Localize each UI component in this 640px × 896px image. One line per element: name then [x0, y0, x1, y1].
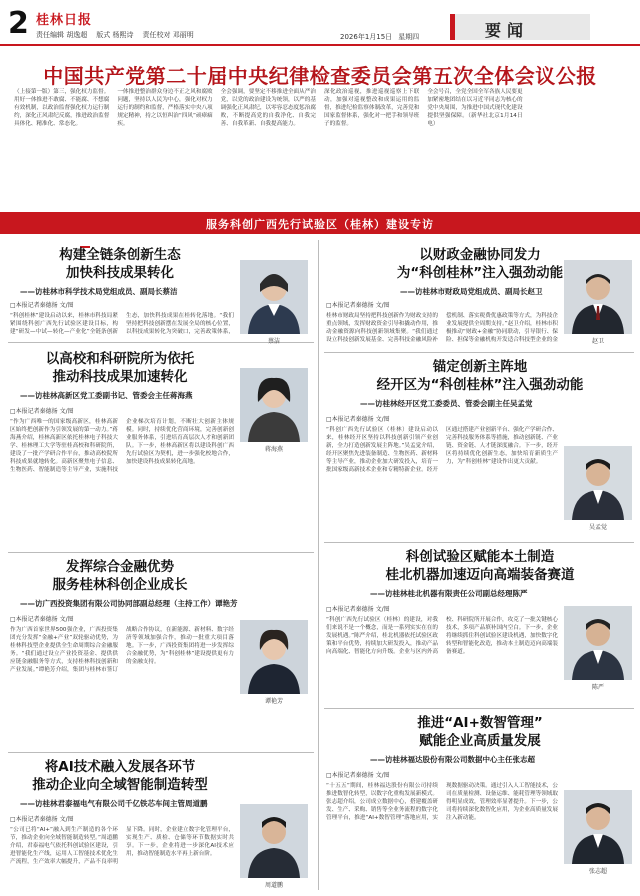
article-title: 科创试验区赋能本土制造 桂北机器加速迈向高端装备赛道 — [385, 549, 575, 583]
article-body: “作为广西唯一的国家级高新区，桂林高新区始终把创新作为引领发展的第一动力。”蒋海燕介绍，桂林高新区依托桂林电子科技大学、桂林理工大学等驻桂高校和科研院所，建设了一批产学研合作平台，推动高校院所科技成果就地转化。高新区聚焦电子信息、生物医药、智能制造等主导产业，实施科技企业梯次培育计划，不断壮大创新主体规模。同时，持续优化营商环境，完善创新创业服务体系，引进培育高层次人才和创新团队。下一步，桂林高新区将以建设科创广西先行试验区为契机，进一步强化校地合作，加快建设科技成果转化高地。 — [10, 419, 234, 473]
article-body: 桂林市财政局坚持把科技创新作为财政支持的重点领域，发挥财政资金引导和撬动作用，推动金融资源向科技创新领域集聚。“我们通过设立科技创新发展基金、完善科技金融风险补偿机制、落实税费优惠政策等方式，为科技企业发展提供全周期支持。”赵卫介绍，桂林市积极推动“财政+金融”协同联动，引导银行、保险、担保等金融机构开发适合科技型企业的金 — [326, 313, 558, 343]
row-divider — [324, 708, 634, 709]
row-divider — [8, 552, 314, 553]
photo-caption: 吴孟觉 — [588, 524, 607, 531]
lead-paragraph: 全会号召，全党全国全军各族人民要更加紧密地团结在以习近平同志为核心的党中央周围，为推进中国式现代化建设提供坚强保障。（新华社北京1月14日电） — [427, 89, 523, 127]
staff-proofreader: 责任校对 邓丽明 — [142, 31, 194, 39]
paper-name: 桂林日报 — [36, 13, 93, 28]
article-subtitle: ——访广西投资集团有限公司协同部副总经理（主持工作）谭艳芳 — [20, 599, 238, 608]
article-body: “科创桂林”建设启动以来，桂林市科技局紧紧围绕科创广西先行试验区建设目标，构建“研发—中试—转化—产业化”全链条创新生态，加快科技成果在桂转化落地。“我们坚持把科技创新摆在发展全局的核心位置，以科技成果转化为突破口，完善政策体系， — [10, 313, 234, 335]
article-source: □本报记者秦德扬 文/图 — [326, 772, 390, 779]
article-source: □本报记者秦德扬 文/图 — [10, 408, 74, 415]
article-subtitle: ——访桂林市科学技术局党组成员、副局长蔡洁 — [20, 287, 178, 296]
article-subtitle: ——访桂林高新区党工委副书记、管委会主任蒋海燕 — [20, 391, 193, 400]
lead-paragraph: 深化政治巡视，推进巡视巡察上下联动，加强对巡视整改和成果运用的监督，推进纪检监察体制改革，完善党和国家监督体系，强化对一把手和领导班子的监督。 — [323, 89, 420, 127]
article-title: 以财政金融协同发力 为“科创桂林”注入强劲动能 — [396, 247, 564, 281]
article-body: “科创广西先行试验区（桂林）的建设，对我们来说不是一个概念，而是一系列实实在在的发展机遇。”陈严介绍，桂北机器依托试验区政策和平台优势，持续加大研发投入，推动产品向高端化、智能化方向升级。企业与区内外高校、科研院所开展合作，攻克了一批关键核心技术，多项产品填补国内空白。下一步，企业将继续抓住科创试验区建设机遇，加快数字化转型和智能化改造，推动本土制造迈向高端装备赛道。 — [326, 617, 558, 655]
photo-caption: 陈严 — [591, 684, 604, 691]
article-subtitle: ——访桂林福达股份有限公司数据中心主任张志超 — [370, 755, 535, 764]
masthead — [0, 0, 640, 50]
portrait-photo — [240, 620, 308, 694]
staff-layout: 版式 杨熙诗 — [96, 31, 134, 39]
article-source: □本报记者秦德扬 文/图 — [10, 816, 74, 823]
article-title: 将AI技术融入发展各环节 推动企业向全域智能制造转型 — [32, 759, 208, 793]
article-title: 构建全链条创新生态 加快科技成果转化 — [59, 247, 181, 281]
article-title: 发挥综合金融优势 服务桂林科创企业成长 — [52, 559, 188, 593]
feature-banner-title: 服务科创广西先行试验区（桂林）建设专访 — [206, 218, 434, 231]
photo-caption: 周道鹏 — [264, 882, 283, 889]
article-subtitle: ——访桂林桂北机器有限责任公司副总经理陈严 — [370, 589, 528, 598]
row-divider — [8, 752, 314, 753]
photo-caption: 蔡洁 — [267, 338, 280, 345]
page-number: 2 — [8, 6, 29, 41]
article-body: “十五五”期间，桂林福达股份有限公司持续推进数智化转型，以数字化重构发展新模式。张志超介绍，公司成立数据中心，搭建覆盖研发、生产、采购、销售等全业务流程的数字化管理平台，推进“AI+数智管理”落地应用，实现数据驱动决策。通过引入人工智能技术，公司在质量检测、设备运维、能耗管理等领域取得明显成效，管理效率显著提升。下一步，公司将持续深化数智化应用，为企业高质量发展注入新动能。 — [326, 783, 558, 821]
masthead-rule — [0, 44, 640, 46]
row-divider — [324, 542, 634, 543]
portrait-photo — [240, 368, 308, 442]
row-divider — [324, 352, 634, 353]
column-divider — [318, 240, 319, 890]
section-name: 要闻 — [485, 21, 530, 40]
portrait-photo — [564, 260, 632, 334]
photo-caption: 谭艳芳 — [264, 698, 283, 705]
article-body: 作为广西首家世界500强企业，广西投资集团充分发挥“金融+产业”双轮驱动优势，为桂林科技型企业提供全生命周期综合金融服务。“我们通过设立产业投资基金、提供供应链金融服务等方式，支持桂林科技创新和产业发展。”谭艳芳介绍，集团与桂林市签订战略合作协议，在新能源、新材料、数字经济等领域加强合作，推动一批重大项目落地。下一步，广西投资集团将进一步发挥综合金融优势，为“科创桂林”建设提供更有力的金融支持。 — [10, 627, 234, 673]
article-body: “科创广西先行试验区（桂林）建设启动以来，桂林经开区坚持以科技创新引领产业创新，全力打造创新发展主阵地。”吴孟觉介绍，经开区聚焦先进装备制造、生物医药、新材料等主导产业，推动企业加大研发投入，培育一批国家级高新技术企业和专精特新企业。经开区通过搭建产业创新平台、强化产学研合作、完善科技服务体系等措施，推动创新链、产业链、资金链、人才链深度融合。下一步，经开区将持续优化创新生态，加快培育新质生产力，为“科创桂林”建设作出更大贡献。 — [326, 427, 558, 473]
lead-body — [14, 88, 626, 190]
article-title: 推进“AI+数智管理” 赋能企业高质量发展 — [417, 715, 543, 749]
article-source: □本报记者秦德扬 文/图 — [326, 416, 390, 423]
lead-headline: 中国共产党第二十届中央纪律检查委员会第五次全体会议公报 — [43, 64, 597, 88]
article-subtitle: ——访桂林市财政局党组成员、副局长赵卫 — [400, 287, 543, 296]
portrait-photo — [240, 260, 308, 334]
article-body: “公司已将“AI+”融入到生产制造的各个环节，推动企业向全域智能制造转型。”周道鹏介绍，君泰福电气依托科创试验区建设，引进智能化生产线，运用人工智能技术优化生产流程，生产效率大幅提升，产品不良率明显下降。同时，企业建立数字化管理平台，实现生产、质检、仓储等环节数据实时共享。下一步，企业将进一步深化AI技术应用，推动智能制造水平再上新台阶。 — [10, 827, 234, 865]
article-subtitle: ——访桂林经开区党工委委员、管委会副主任吴孟觉 — [360, 399, 533, 408]
portrait-photo — [240, 804, 308, 878]
dateline — [340, 32, 419, 42]
photo-caption: 张志超 — [588, 868, 607, 875]
lead-paragraph: （上接第一版）第三，强化权力监督。用好一体推进不敢腐、不能腐、不想腐有效机制，以政治监督强化权力运行制约，深化正风肃纪反腐，推进政治监督具体化、精准化、常态化。 — [14, 89, 110, 127]
article-source: □本报记者秦德扬 文/图 — [326, 606, 390, 613]
article-title: 锚定创新主阵地 经开区为“科创桂林”注入强劲动能 — [376, 359, 584, 393]
article-source: □本报记者秦德扬 文/图 — [326, 302, 390, 309]
photo-caption: 赵卫 — [591, 338, 604, 345]
article-subtitle: ——访桂林君泰福电气有限公司千亿铁芯车间主管周道鹏 — [20, 799, 208, 808]
lead-paragraph: 全会强调，要坚定不移推进全面从严治党，以党的政治建设为统领，以严的基调强化正风肃纪，以零容忍态度惩治腐败，不断提高党的自我净化、自我完善、自我革新、自我提高能力。 — [220, 89, 316, 127]
photo-caption: 蒋海燕 — [264, 446, 283, 453]
lead-paragraph: 一体推进整治群众身边不正之风和腐败问题，坚持以人民为中心，强化对权力运行的制约和监督，严格落实中央八项规定精神，持之以恒纠治“四风”顽瘴痼疾。 — [117, 89, 213, 127]
issue-date: 2026年1月15日 — [340, 33, 393, 41]
staff-editor: 责任编辑 胡逸超 — [36, 31, 88, 39]
issue-weekday: 星期四 — [398, 33, 420, 41]
portrait-photo — [564, 606, 632, 680]
article-source: □本报记者秦德扬 文/图 — [10, 302, 74, 309]
article-title: 以高校和科研院所为依托 推动科技成果加速转化 — [45, 351, 195, 385]
portrait-photo — [564, 790, 632, 864]
staff-credits — [36, 30, 194, 40]
portrait-photo — [564, 446, 632, 520]
article-source: □本报记者秦德扬 文/图 — [10, 616, 74, 623]
